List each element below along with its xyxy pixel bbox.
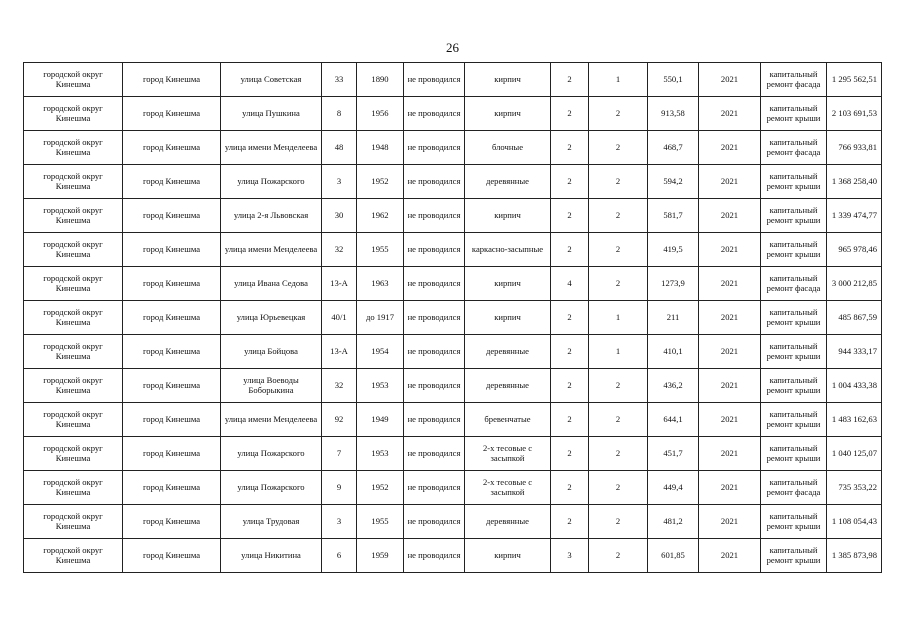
- work-type-cell: капитальный ремонт крыши: [761, 97, 827, 131]
- settlement-cell: город Кинешма: [123, 437, 221, 471]
- entrances-cell: 2: [589, 131, 648, 165]
- plan-year-cell: 2021: [699, 131, 761, 165]
- entrances-cell: 1: [589, 335, 648, 369]
- table-row: [24, 505, 882, 539]
- house-number-cell: 13-А: [322, 267, 357, 301]
- year-built-cell: 1949: [357, 403, 404, 437]
- floors-cell: 2: [551, 369, 589, 403]
- wall-material-cell: кирпич: [465, 539, 551, 573]
- cost-cell: 1 004 433,38: [827, 369, 882, 403]
- municipality-cell: городской округ Кинешма: [24, 199, 123, 233]
- area-cell: 550,1: [648, 63, 699, 97]
- wall-material-cell: бревенчатые: [465, 403, 551, 437]
- year-built-cell: 1948: [357, 131, 404, 165]
- year-built-cell: 1952: [357, 471, 404, 505]
- settlement-cell: город Кинешма: [123, 165, 221, 199]
- floors-cell: 2: [551, 131, 589, 165]
- plan-year-cell: 2021: [699, 233, 761, 267]
- area-cell: 468,7: [648, 131, 699, 165]
- work-type-cell: капитальный ремонт крыши: [761, 505, 827, 539]
- settlement-cell: город Кинешма: [123, 301, 221, 335]
- last-repair-cell: не проводился: [404, 199, 465, 233]
- table-row: [24, 131, 882, 165]
- page-number: 26: [446, 40, 459, 55]
- street-cell: улица Ивана Седова: [221, 267, 322, 301]
- plan-year-cell: 2021: [699, 165, 761, 199]
- table-row: [24, 403, 882, 437]
- floors-cell: 2: [551, 97, 589, 131]
- street-cell: улица Пожарского: [221, 471, 322, 505]
- area-cell: 913,58: [648, 97, 699, 131]
- area-cell: 581,7: [648, 199, 699, 233]
- entrances-cell: 2: [589, 539, 648, 573]
- municipality-cell: городской округ Кинешма: [24, 97, 123, 131]
- area-cell: 451,7: [648, 437, 699, 471]
- floors-cell: 2: [551, 335, 589, 369]
- last-repair-cell: не проводился: [404, 301, 465, 335]
- house-number-cell: 32: [322, 233, 357, 267]
- street-cell: улица Никитина: [221, 539, 322, 573]
- house-number-cell: 48: [322, 131, 357, 165]
- work-type-cell: капитальный ремонт крыши: [761, 199, 827, 233]
- floors-cell: 2: [551, 505, 589, 539]
- wall-material-cell: деревянные: [465, 335, 551, 369]
- municipality-cell: городской округ Кинешма: [24, 267, 123, 301]
- municipality-cell: городской округ Кинешма: [24, 539, 123, 573]
- municipality-cell: городской округ Кинешма: [24, 165, 123, 199]
- municipality-cell: городской округ Кинешма: [24, 369, 123, 403]
- year-built-cell: до 1917: [357, 301, 404, 335]
- work-type-cell: капитальный ремонт фасада: [761, 267, 827, 301]
- plan-year-cell: 2021: [699, 301, 761, 335]
- street-cell: улица имени Менделеева: [221, 403, 322, 437]
- last-repair-cell: не проводился: [404, 471, 465, 505]
- street-cell: улица имени Менделеева: [221, 131, 322, 165]
- street-cell: улица Юрьевецкая: [221, 301, 322, 335]
- house-number-cell: 3: [322, 505, 357, 539]
- area-cell: 410,1: [648, 335, 699, 369]
- street-cell: улица Пушкина: [221, 97, 322, 131]
- entrances-cell: 2: [589, 267, 648, 301]
- settlement-cell: город Кинешма: [123, 403, 221, 437]
- work-type-cell: капитальный ремонт фасада: [761, 63, 827, 97]
- house-number-cell: 13-А: [322, 335, 357, 369]
- settlement-cell: город Кинешма: [123, 267, 221, 301]
- floors-cell: 2: [551, 403, 589, 437]
- street-cell: улица 2-я Львовская: [221, 199, 322, 233]
- plan-year-cell: 2021: [699, 505, 761, 539]
- last-repair-cell: не проводился: [404, 403, 465, 437]
- area-cell: 449,4: [648, 471, 699, 505]
- wall-material-cell: 2-х тесовые с засыпкой: [465, 437, 551, 471]
- municipality-cell: городской округ Кинешма: [24, 335, 123, 369]
- wall-material-cell: 2-х тесовые с засыпкой: [465, 471, 551, 505]
- area-cell: 436,2: [648, 369, 699, 403]
- plan-year-cell: 2021: [699, 267, 761, 301]
- last-repair-cell: не проводился: [404, 131, 465, 165]
- wall-material-cell: деревянные: [465, 165, 551, 199]
- municipality-cell: городской округ Кинешма: [24, 301, 123, 335]
- house-number-cell: 7: [322, 437, 357, 471]
- floors-cell: 2: [551, 471, 589, 505]
- last-repair-cell: не проводился: [404, 63, 465, 97]
- municipality-cell: городской округ Кинешма: [24, 131, 123, 165]
- cost-cell: 1 368 258,40: [827, 165, 882, 199]
- area-cell: 1273,9: [648, 267, 699, 301]
- work-type-cell: капитальный ремонт фасада: [761, 131, 827, 165]
- house-number-cell: 8: [322, 97, 357, 131]
- settlement-cell: город Кинешма: [123, 199, 221, 233]
- last-repair-cell: не проводился: [404, 335, 465, 369]
- table-row: [24, 199, 882, 233]
- area-cell: 211: [648, 301, 699, 335]
- plan-year-cell: 2021: [699, 63, 761, 97]
- wall-material-cell: деревянные: [465, 369, 551, 403]
- cost-cell: 944 333,17: [827, 335, 882, 369]
- entrances-cell: 1: [589, 63, 648, 97]
- floors-cell: 2: [551, 437, 589, 471]
- work-type-cell: капитальный ремонт крыши: [761, 369, 827, 403]
- year-built-cell: 1959: [357, 539, 404, 573]
- work-type-cell: капитальный ремонт крыши: [761, 437, 827, 471]
- street-cell: улица имени Менделеева: [221, 233, 322, 267]
- municipality-cell: городской округ Кинешма: [24, 233, 123, 267]
- cost-cell: 965 978,46: [827, 233, 882, 267]
- street-cell: улица Воеводы Боборыкина: [221, 369, 322, 403]
- municipality-cell: городской округ Кинешма: [24, 63, 123, 97]
- work-type-cell: капитальный ремонт крыши: [761, 539, 827, 573]
- cost-cell: 735 353,22: [827, 471, 882, 505]
- entrances-cell: 2: [589, 369, 648, 403]
- last-repair-cell: не проводился: [404, 369, 465, 403]
- last-repair-cell: не проводился: [404, 267, 465, 301]
- settlement-cell: город Кинешма: [123, 97, 221, 131]
- cost-cell: 1 295 562,51: [827, 63, 882, 97]
- year-built-cell: 1955: [357, 505, 404, 539]
- table-row: [24, 369, 882, 403]
- table-row: [24, 471, 882, 505]
- entrances-cell: 2: [589, 199, 648, 233]
- entrances-cell: 2: [589, 471, 648, 505]
- street-cell: улица Советская: [221, 63, 322, 97]
- year-built-cell: 1963: [357, 267, 404, 301]
- settlement-cell: город Кинешма: [123, 539, 221, 573]
- street-cell: улица Пожарского: [221, 165, 322, 199]
- street-cell: улица Бойцова: [221, 335, 322, 369]
- settlement-cell: город Кинешма: [123, 335, 221, 369]
- plan-year-cell: 2021: [699, 471, 761, 505]
- work-type-cell: капитальный ремонт крыши: [761, 301, 827, 335]
- year-built-cell: 1952: [357, 165, 404, 199]
- settlement-cell: город Кинешма: [123, 131, 221, 165]
- floors-cell: 2: [551, 63, 589, 97]
- entrances-cell: 2: [589, 437, 648, 471]
- work-type-cell: капитальный ремонт фасада: [761, 471, 827, 505]
- house-number-cell: 33: [322, 63, 357, 97]
- table-body: [24, 63, 882, 573]
- area-cell: 644,1: [648, 403, 699, 437]
- last-repair-cell: не проводился: [404, 539, 465, 573]
- wall-material-cell: каркасно-засыпные: [465, 233, 551, 267]
- wall-material-cell: деревянные: [465, 505, 551, 539]
- entrances-cell: 2: [589, 97, 648, 131]
- house-number-cell: 9: [322, 471, 357, 505]
- municipality-cell: городской округ Кинешма: [24, 403, 123, 437]
- year-built-cell: 1953: [357, 437, 404, 471]
- area-cell: 419,5: [648, 233, 699, 267]
- area-cell: 594,2: [648, 165, 699, 199]
- wall-material-cell: кирпич: [465, 301, 551, 335]
- floors-cell: 2: [551, 199, 589, 233]
- year-built-cell: 1955: [357, 233, 404, 267]
- plan-year-cell: 2021: [699, 437, 761, 471]
- wall-material-cell: кирпич: [465, 267, 551, 301]
- house-number-cell: 30: [322, 199, 357, 233]
- area-cell: 481,2: [648, 505, 699, 539]
- municipality-cell: городской округ Кинешма: [24, 437, 123, 471]
- cost-cell: 1 483 162,63: [827, 403, 882, 437]
- year-built-cell: 1890: [357, 63, 404, 97]
- work-type-cell: капитальный ремонт крыши: [761, 165, 827, 199]
- table-row: [24, 63, 882, 97]
- wall-material-cell: кирпич: [465, 63, 551, 97]
- cost-cell: 485 867,59: [827, 301, 882, 335]
- municipality-cell: городской округ Кинешма: [24, 471, 123, 505]
- house-number-cell: 32: [322, 369, 357, 403]
- table-row: [24, 267, 882, 301]
- municipality-cell: городской округ Кинешма: [24, 505, 123, 539]
- buildings-table: [23, 62, 882, 573]
- table-row: [24, 165, 882, 199]
- floors-cell: 2: [551, 301, 589, 335]
- last-repair-cell: не проводился: [404, 165, 465, 199]
- floors-cell: 2: [551, 233, 589, 267]
- floors-cell: 4: [551, 267, 589, 301]
- plan-year-cell: 2021: [699, 369, 761, 403]
- settlement-cell: город Кинешма: [123, 471, 221, 505]
- last-repair-cell: не проводился: [404, 97, 465, 131]
- year-built-cell: 1956: [357, 97, 404, 131]
- table-row: [24, 97, 882, 131]
- wall-material-cell: кирпич: [465, 199, 551, 233]
- last-repair-cell: не проводился: [404, 505, 465, 539]
- table-row: [24, 335, 882, 369]
- last-repair-cell: не проводился: [404, 233, 465, 267]
- cost-cell: 3 000 212,85: [827, 267, 882, 301]
- table-row: [24, 539, 882, 573]
- entrances-cell: 2: [589, 403, 648, 437]
- wall-material-cell: блочные: [465, 131, 551, 165]
- table-row: [24, 301, 882, 335]
- house-number-cell: 3: [322, 165, 357, 199]
- cost-cell: 2 103 691,53: [827, 97, 882, 131]
- plan-year-cell: 2021: [699, 539, 761, 573]
- entrances-cell: 2: [589, 505, 648, 539]
- work-type-cell: капитальный ремонт крыши: [761, 233, 827, 267]
- street-cell: улица Пожарского: [221, 437, 322, 471]
- plan-year-cell: 2021: [699, 199, 761, 233]
- cost-cell: 766 933,81: [827, 131, 882, 165]
- street-cell: улица Трудовая: [221, 505, 322, 539]
- plan-year-cell: 2021: [699, 403, 761, 437]
- year-built-cell: 1962: [357, 199, 404, 233]
- work-type-cell: капитальный ремонт крыши: [761, 335, 827, 369]
- year-built-cell: 1954: [357, 335, 404, 369]
- entrances-cell: 2: [589, 233, 648, 267]
- wall-material-cell: кирпич: [465, 97, 551, 131]
- settlement-cell: город Кинешма: [123, 233, 221, 267]
- table-row: [24, 437, 882, 471]
- area-cell: 601,85: [648, 539, 699, 573]
- settlement-cell: город Кинешма: [123, 63, 221, 97]
- last-repair-cell: не проводился: [404, 437, 465, 471]
- table-row: [24, 233, 882, 267]
- cost-cell: 1 385 873,98: [827, 539, 882, 573]
- entrances-cell: 2: [589, 165, 648, 199]
- house-number-cell: 40/1: [322, 301, 357, 335]
- plan-year-cell: 2021: [699, 97, 761, 131]
- floors-cell: 2: [551, 165, 589, 199]
- year-built-cell: 1953: [357, 369, 404, 403]
- cost-cell: 1 108 054,43: [827, 505, 882, 539]
- floors-cell: 3: [551, 539, 589, 573]
- entrances-cell: 1: [589, 301, 648, 335]
- cost-cell: 1 339 474,77: [827, 199, 882, 233]
- plan-year-cell: 2021: [699, 335, 761, 369]
- cost-cell: 1 040 125,07: [827, 437, 882, 471]
- house-number-cell: 6: [322, 539, 357, 573]
- settlement-cell: город Кинешма: [123, 505, 221, 539]
- house-number-cell: 92: [322, 403, 357, 437]
- settlement-cell: город Кинешма: [123, 369, 221, 403]
- work-type-cell: капитальный ремонт крыши: [761, 403, 827, 437]
